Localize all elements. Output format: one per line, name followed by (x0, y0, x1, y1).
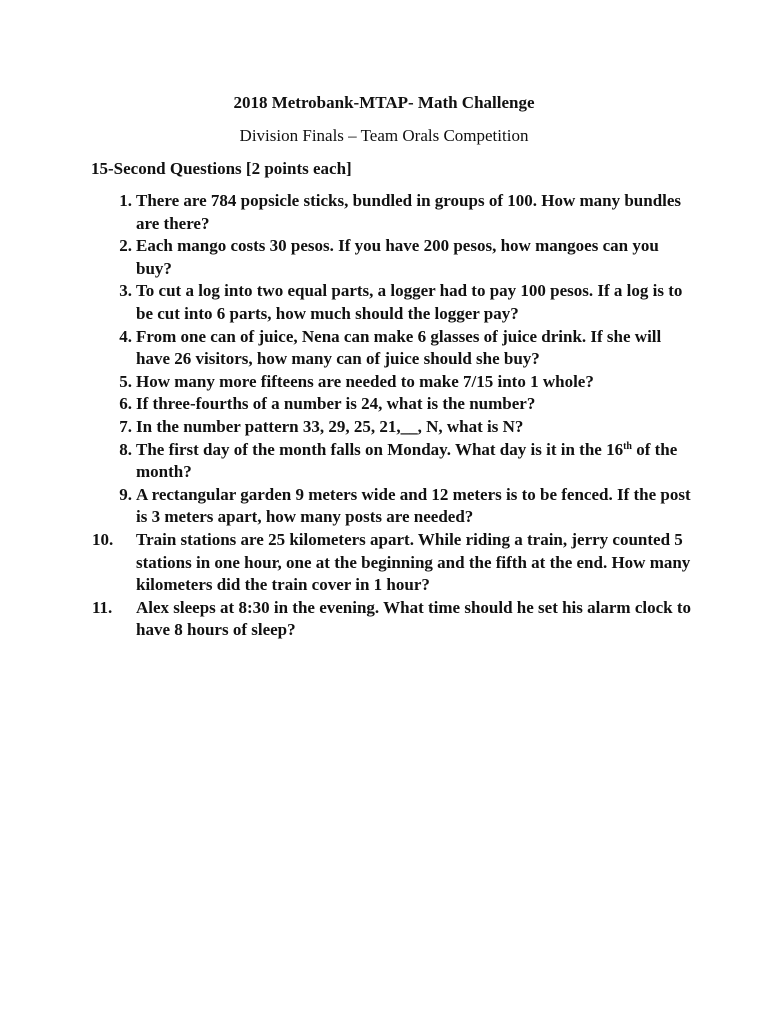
question-number: 6. (119, 394, 132, 414)
question-item (92, 529, 692, 597)
question-item (92, 371, 692, 394)
question-text: If three-fourths of a number is 24, what is the number? (136, 394, 536, 414)
question-text-after: of the month? (136, 439, 678, 482)
question-number: 7. (119, 416, 132, 436)
question-text (136, 440, 677, 482)
document-subtitle: Division Finals – Team Orals Competition (239, 126, 529, 145)
question-item (92, 326, 692, 371)
question-text: Train stations are 25 kilometers apart. While riding a train, jerry counted 5 stations in one hour, one at the beginning and the fifth at the end. How many kilometers did the train cover in 1 hour? (136, 529, 691, 595)
question-text: There are 784 popsicle sticks, bundled in groups of 100. How many bundles are there? (136, 191, 682, 233)
ordinal-superscript: th (623, 440, 632, 452)
question-number: 11. (92, 597, 113, 617)
question-item (92, 393, 692, 416)
question-item (92, 416, 692, 439)
question-number: 8. (119, 439, 132, 459)
document-title: 2018 Metrobank-MTAP- Math Challenge (233, 93, 535, 112)
question-number: 5. (119, 371, 132, 391)
question-text: In the number pattern 33, 29, 25, 21,__, N, what is N? (136, 416, 524, 436)
question-text: Each mango costs 30 pesos. If you have 200 pesos, how mangoes can you buy? (136, 236, 659, 278)
question-number: 4. (119, 326, 132, 346)
question-list (92, 190, 692, 642)
question-text: A rectangular garden 9 meters wide and 12 meters is to be fenced. If the post is 3 meters apart, how many posts are needed? (136, 484, 691, 527)
section-heading: 15-Second Questions [2 points each] (91, 159, 352, 178)
question-number: 9. (119, 484, 132, 504)
question-text-before: The first day of the month falls on Monday. What day is it in the 16 (136, 439, 624, 459)
question-text: To cut a log into two equal parts, a logger had to pay 100 pesos. If a log is to be cut into 6 parts, how much should the logger pay? (136, 281, 683, 323)
question-text: From one can of juice, Nena can make 6 glasses of juice drink. If she will have 26 visitors, how many can of juice should she buy? (136, 326, 662, 369)
question-item (92, 597, 692, 642)
question-text: Alex sleeps at 8:30 in the evening. What time should he set his alarm clock to have 8 hours of sleep? (136, 597, 692, 640)
question-item (92, 484, 692, 529)
question-text: How many more fifteens are needed to make 7/15 into 1 whole? (136, 371, 594, 391)
question-item (92, 280, 692, 325)
question-number: 2. (119, 236, 132, 256)
question-item (92, 439, 692, 484)
question-number: 3. (119, 281, 132, 301)
question-item (92, 235, 692, 280)
question-item (92, 190, 692, 235)
question-number: 1. (119, 191, 132, 210)
question-number: 10. (92, 529, 114, 549)
